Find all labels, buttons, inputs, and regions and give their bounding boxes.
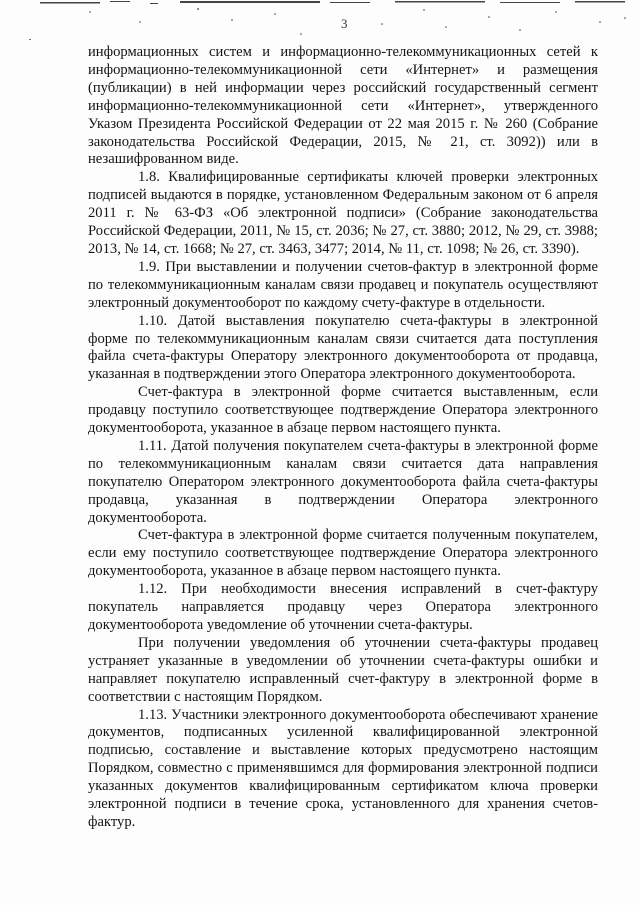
paragraph-1-8: 1.8. Квалифицированные сертификаты ключей проверки электронных подписей выдаются в порядке, установленном Федеральным законом от 6 апреля 2011 г. № 63-ФЗ «Об электронной подписи» (Собрание законодательства Российской Федерации, 2011, № 15, ст. 2036; № 27, ст. 3880; 2012, № 29, ст. 3988; 2013, № 14, ст. 1668; № 27, ст. 3463, 3477; 2014, № 11, ст. 1098; № 26, ст. 3390). bbox=[88, 169, 598, 257]
paragraph-1-13: 1.13. Участники электронного документооборота обеспечивают хранение документов, подписанных усиленной квалифицированной электронной подписью, составление и выставление которых предусмотрено настоящим Порядком, совместно с применявшимся для формирования электронной подписи указанных документов квалифицированным сертификатом ключа проверки электронной подписи в течение срока, установленного для хранения счетов-фактур. bbox=[88, 706, 598, 830]
paragraph-1-10: 1.10. Датой выставления покупателю счета-фактуры в электронной форме по телекоммуникационным каналам связи считается дата поступления файла счета-фактуры Оператору электронного документооборота от продавца, указанная в подтверждении этого Оператора электронного документооборота. bbox=[88, 312, 598, 383]
paragraph-invoice-received: Счет-фактура в электронной форме считается полученным покупателем, если ему поступило соответствующее подтверждение Оператора электронного документооборота, указанное в абзаце первом настоящего пункта. bbox=[88, 527, 598, 580]
paragraph-clarification: При получении уведомления об уточнении счета-фактуры продавец устраняет указанные в уведомлении об уточнении счета-фактуры ошибки и направляет покупателю исправленный счет-фактуру в электронной форме в соответствии с настоящим Порядком. bbox=[88, 634, 598, 705]
page-number: 3 bbox=[341, 16, 348, 31]
paragraph-1-9: 1.9. При выставлении и получении счетов-фактур в электронной форме по телекоммуникационным каналам связи продавец и покупатель осуществляют электронный документооборот по каждому счету-фактуре в отдельности. bbox=[88, 258, 598, 311]
document-body bbox=[88, 44, 598, 832]
paragraph-continuation: информационных систем и информационно-телекоммуникационных сетей к информационно-телекоммуникационной сети «Интернет» и размещения (публикации) в ней информации через российский государственный сегмент информационно-телекоммуникационной сети «Интернет», утвержденного Указом Президента Российской Федерации от 22 мая 2015 г. № 260 (Собрание законодательства Российской Федерации, 2015, № 21, ст. 3092)) или в незашифрованном виде. bbox=[88, 44, 598, 168]
paragraph-1-12: 1.12. При необходимости внесения исправлений в счет-фактуру покупатель направляется продавцу через Оператора электронного документооборота уведомление об уточнении счета-фактуры. bbox=[88, 581, 598, 633]
paragraph-invoice-issued: Счет-фактура в электронной форме считается выставленным, если продавцу поступило соответствующее подтверждение Оператора электронного документооборота, указанное в абзаце первом настоящего пункта. bbox=[88, 384, 598, 437]
paragraph-1-11: 1.11. Датой получения покупателем счета-фактуры в электронной форме по телекоммуникационным каналам связи считается дата направления покупателю Оператором электронного документооборота файла счета-фактуры продавца, указанная в подтверждении Оператора электронного документооборота. bbox=[88, 437, 598, 526]
scan-noise-top bbox=[0, 0, 640, 40]
